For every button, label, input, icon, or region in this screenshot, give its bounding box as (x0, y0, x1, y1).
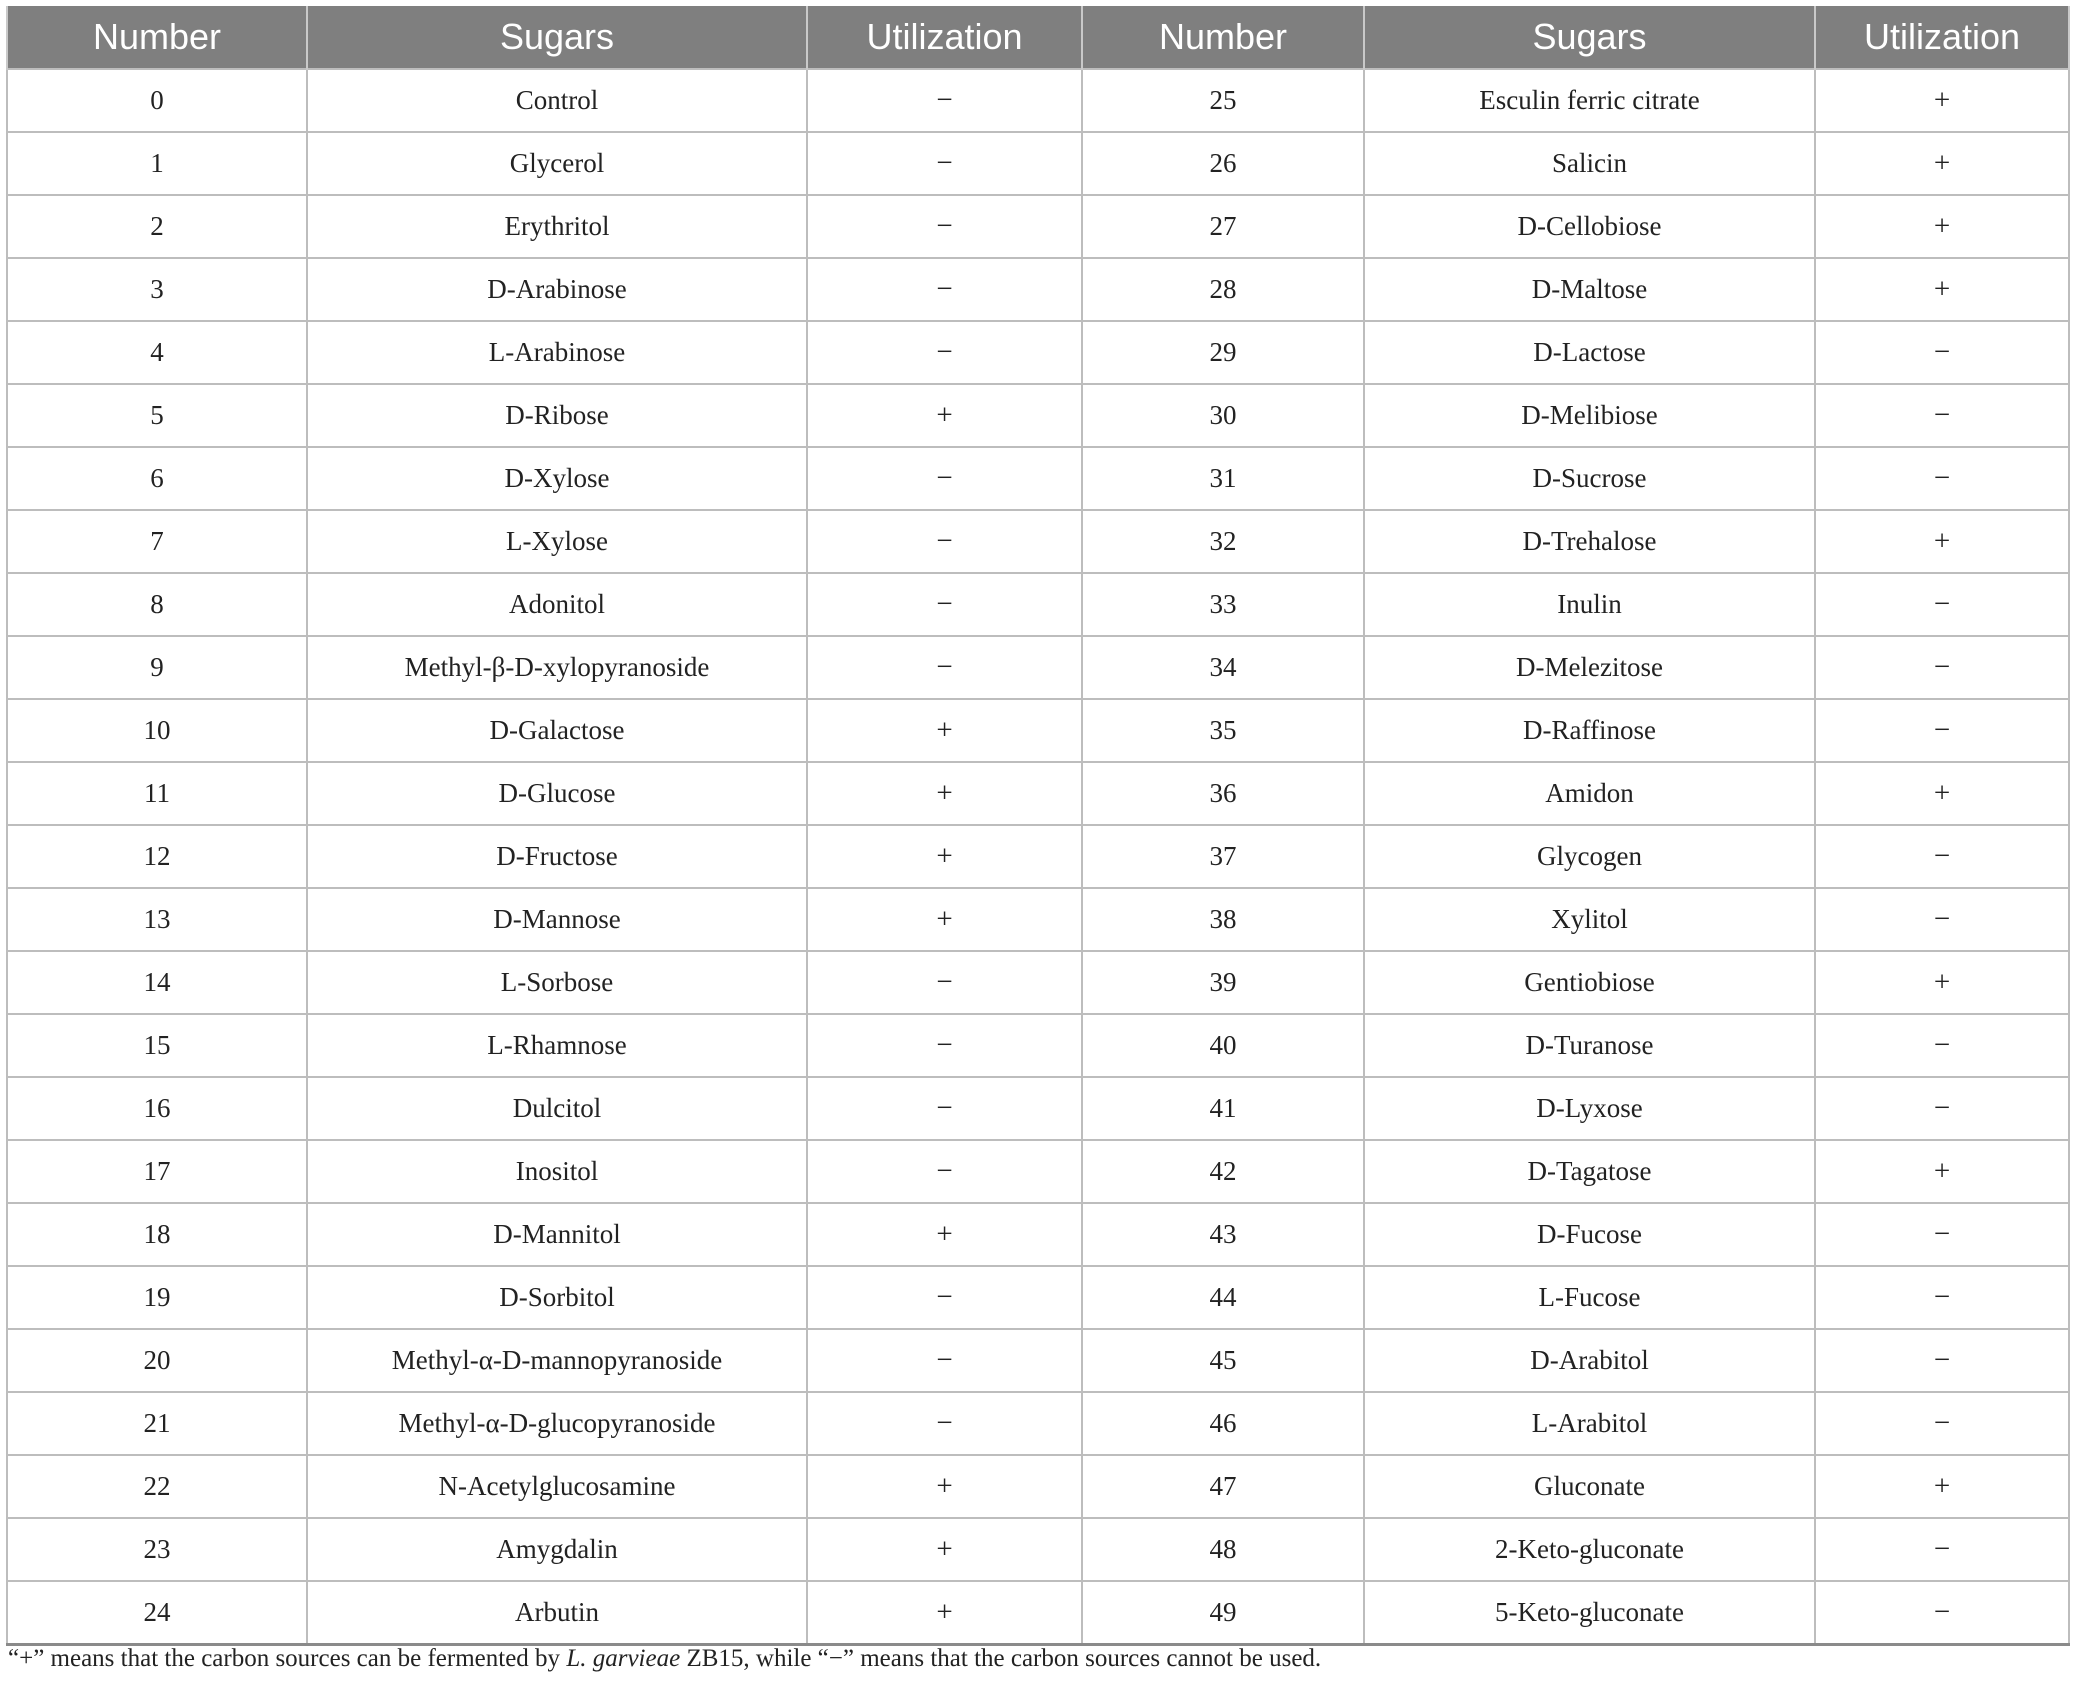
sugar-cell: D-Sucrose (1364, 447, 1815, 510)
number-cell: 37 (1082, 825, 1364, 888)
utilization-cell: + (1815, 1455, 2069, 1518)
utilization-cell: + (807, 1581, 1082, 1645)
table-row (7, 888, 2069, 951)
sugar-cell: Esculin ferric citrate (1364, 69, 1815, 132)
table-row (7, 825, 2069, 888)
header-number-2: Number (1082, 6, 1364, 69)
utilization-cell: + (807, 1518, 1082, 1581)
number-cell: 34 (1082, 636, 1364, 699)
table-row (7, 321, 2069, 384)
utilization-cell: − (807, 1077, 1082, 1140)
table-row (7, 762, 2069, 825)
sugar-cell: D-Arabitol (1364, 1329, 1815, 1392)
number-cell: 0 (7, 69, 307, 132)
table-row (7, 1455, 2069, 1518)
number-cell: 10 (7, 699, 307, 762)
sugar-cell: Glycerol (307, 132, 807, 195)
sugar-cell: Arbutin (307, 1581, 807, 1645)
sugar-cell: L-Sorbose (307, 951, 807, 1014)
number-cell: 43 (1082, 1203, 1364, 1266)
table-footnote (8, 1645, 2058, 1673)
number-cell: 15 (7, 1014, 307, 1077)
number-cell: 46 (1082, 1392, 1364, 1455)
sugar-cell: D-Mannitol (307, 1203, 807, 1266)
sugar-cell: Methyl-β-D-xylopyranoside (307, 636, 807, 699)
footnote-species: L. garvieae (566, 1645, 681, 1672)
utilization-cell: − (807, 195, 1082, 258)
number-cell: 1 (7, 132, 307, 195)
utilization-cell: − (1815, 1518, 2069, 1581)
number-cell: 16 (7, 1077, 307, 1140)
number-cell: 47 (1082, 1455, 1364, 1518)
footnote-text-2: ZB15, while “−” means that the carbon sources cannot be used. (680, 1645, 1322, 1672)
sugar-cell: D-Melezitose (1364, 636, 1815, 699)
table-row (7, 1140, 2069, 1203)
sugar-cell: D-Turanose (1364, 1014, 1815, 1077)
sugar-cell: L-Arabinose (307, 321, 807, 384)
sugar-cell: D-Tagatose (1364, 1140, 1815, 1203)
sugar-cell: L-Arabitol (1364, 1392, 1815, 1455)
table-row (7, 1014, 2069, 1077)
utilization-cell: − (1815, 1392, 2069, 1455)
sugar-cell: 5-Keto-gluconate (1364, 1581, 1815, 1645)
table-header (7, 6, 2069, 69)
header-number: Number (7, 6, 307, 69)
table-row (7, 1203, 2069, 1266)
table-row (7, 132, 2069, 195)
sugar-cell: D-Cellobiose (1364, 195, 1815, 258)
utilization-cell: + (807, 888, 1082, 951)
sugar-cell: Gentiobiose (1364, 951, 1815, 1014)
number-cell: 32 (1082, 510, 1364, 573)
sugar-cell: N-Acetylglucosamine (307, 1455, 807, 1518)
table-row (7, 1266, 2069, 1329)
number-cell: 35 (1082, 699, 1364, 762)
sugar-cell: D-Trehalose (1364, 510, 1815, 573)
number-cell: 41 (1082, 1077, 1364, 1140)
utilization-cell: + (807, 384, 1082, 447)
number-cell: 48 (1082, 1518, 1364, 1581)
number-cell: 13 (7, 888, 307, 951)
sugar-cell: D-Arabinose (307, 258, 807, 321)
utilization-cell: − (1815, 699, 2069, 762)
utilization-cell: − (1815, 636, 2069, 699)
utilization-cell: − (1815, 825, 2069, 888)
table-row (7, 69, 2069, 132)
table-row (7, 384, 2069, 447)
number-cell: 39 (1082, 951, 1364, 1014)
utilization-cell: − (807, 951, 1082, 1014)
utilization-cell: + (1815, 1140, 2069, 1203)
sugar-cell: Inositol (307, 1140, 807, 1203)
sugar-cell: Amidon (1364, 762, 1815, 825)
number-cell: 20 (7, 1329, 307, 1392)
sugar-cell: 2-Keto-gluconate (1364, 1518, 1815, 1581)
number-cell: 30 (1082, 384, 1364, 447)
utilization-cell: − (807, 1266, 1082, 1329)
number-cell: 24 (7, 1581, 307, 1645)
header-sugars: Sugars (307, 6, 807, 69)
sugar-cell: Adonitol (307, 573, 807, 636)
number-cell: 3 (7, 258, 307, 321)
utilization-cell: − (807, 636, 1082, 699)
number-cell: 9 (7, 636, 307, 699)
header-sugars-2: Sugars (1364, 6, 1815, 69)
sugar-cell: D-Fucose (1364, 1203, 1815, 1266)
number-cell: 7 (7, 510, 307, 573)
utilization-cell: + (807, 699, 1082, 762)
utilization-cell: + (1815, 951, 2069, 1014)
sugar-cell: D-Xylose (307, 447, 807, 510)
table-row (7, 699, 2069, 762)
number-cell: 4 (7, 321, 307, 384)
number-cell: 23 (7, 1518, 307, 1581)
number-cell: 45 (1082, 1329, 1364, 1392)
utilization-cell: + (807, 762, 1082, 825)
sugar-cell: Dulcitol (307, 1077, 807, 1140)
utilization-cell: − (1815, 1077, 2069, 1140)
sugar-cell: Erythritol (307, 195, 807, 258)
number-cell: 22 (7, 1455, 307, 1518)
table-row (7, 1329, 2069, 1392)
sugar-cell: D-Raffinose (1364, 699, 1815, 762)
table-row (7, 1077, 2069, 1140)
utilization-cell: − (1815, 447, 2069, 510)
sugar-cell: D-Mannose (307, 888, 807, 951)
number-cell: 2 (7, 195, 307, 258)
number-cell: 19 (7, 1266, 307, 1329)
utilization-cell: + (1815, 762, 2069, 825)
sugar-cell: Salicin (1364, 132, 1815, 195)
utilization-cell: − (1815, 1329, 2069, 1392)
sugar-cell: D-Sorbitol (307, 1266, 807, 1329)
table-row (7, 510, 2069, 573)
number-cell: 25 (1082, 69, 1364, 132)
number-cell: 49 (1082, 1581, 1364, 1645)
sugar-cell: D-Ribose (307, 384, 807, 447)
utilization-cell: + (807, 1455, 1082, 1518)
utilization-cell: + (807, 825, 1082, 888)
sugar-cell: L-Rhamnose (307, 1014, 807, 1077)
utilization-cell: − (807, 1140, 1082, 1203)
table-row (7, 1581, 2069, 1645)
sugar-cell: Glycogen (1364, 825, 1815, 888)
utilization-cell: − (807, 1392, 1082, 1455)
sugar-cell: D-Lactose (1364, 321, 1815, 384)
header-row (7, 6, 2069, 69)
number-cell: 21 (7, 1392, 307, 1455)
utilization-cell: − (1815, 1203, 2069, 1266)
number-cell: 6 (7, 447, 307, 510)
table-row (7, 1518, 2069, 1581)
number-cell: 29 (1082, 321, 1364, 384)
utilization-cell: − (1815, 384, 2069, 447)
table-row (7, 195, 2069, 258)
sugar-cell: Methyl-α-D-mannopyranoside (307, 1329, 807, 1392)
number-cell: 40 (1082, 1014, 1364, 1077)
sugar-cell: Control (307, 69, 807, 132)
utilization-cell: − (1815, 1581, 2069, 1645)
number-cell: 17 (7, 1140, 307, 1203)
utilization-cell: − (807, 573, 1082, 636)
utilization-cell: − (1815, 888, 2069, 951)
number-cell: 27 (1082, 195, 1364, 258)
utilization-cell: − (807, 1014, 1082, 1077)
utilization-cell: − (807, 132, 1082, 195)
number-cell: 26 (1082, 132, 1364, 195)
utilization-cell: − (807, 447, 1082, 510)
sugar-cell: D-Glucose (307, 762, 807, 825)
footnote-text-1: “+” means that the carbon sources can be fermented by (8, 1645, 567, 1672)
table-body (7, 69, 2069, 1645)
number-cell: 5 (7, 384, 307, 447)
table-row (7, 636, 2069, 699)
utilization-cell: − (807, 1329, 1082, 1392)
utilization-cell: − (1815, 573, 2069, 636)
table-row (7, 951, 2069, 1014)
table-row (7, 1392, 2069, 1455)
number-cell: 12 (7, 825, 307, 888)
sugar-cell: L-Xylose (307, 510, 807, 573)
utilization-cell: + (1815, 258, 2069, 321)
sugar-cell: Gluconate (1364, 1455, 1815, 1518)
utilization-cell: − (807, 69, 1082, 132)
number-cell: 8 (7, 573, 307, 636)
utilization-cell: + (1815, 195, 2069, 258)
utilization-cell: + (1815, 510, 2069, 573)
sugar-cell: L-Fucose (1364, 1266, 1815, 1329)
sugar-cell: D-Lyxose (1364, 1077, 1815, 1140)
sugar-utilization-table (6, 6, 2070, 1646)
number-cell: 18 (7, 1203, 307, 1266)
sugar-cell: D-Galactose (307, 699, 807, 762)
utilization-cell: − (807, 258, 1082, 321)
number-cell: 42 (1082, 1140, 1364, 1203)
sugar-cell: Amygdalin (307, 1518, 807, 1581)
utilization-cell: − (807, 321, 1082, 384)
utilization-cell: − (1815, 1266, 2069, 1329)
header-utilization: Utilization (807, 6, 1082, 69)
number-cell: 31 (1082, 447, 1364, 510)
utilization-cell: + (1815, 69, 2069, 132)
number-cell: 36 (1082, 762, 1364, 825)
header-utilization-2: Utilization (1815, 6, 2069, 69)
sugar-cell: Xylitol (1364, 888, 1815, 951)
table-row (7, 447, 2069, 510)
sugar-cell: Methyl-α-D-glucopyranoside (307, 1392, 807, 1455)
sugar-cell: D-Maltose (1364, 258, 1815, 321)
number-cell: 14 (7, 951, 307, 1014)
utilization-cell: − (1815, 1014, 2069, 1077)
sugar-cell: D-Fructose (307, 825, 807, 888)
utilization-cell: + (1815, 132, 2069, 195)
table-row (7, 573, 2069, 636)
sugar-cell: D-Melibiose (1364, 384, 1815, 447)
number-cell: 33 (1082, 573, 1364, 636)
utilization-cell: − (1815, 321, 2069, 384)
number-cell: 44 (1082, 1266, 1364, 1329)
number-cell: 38 (1082, 888, 1364, 951)
table-row (7, 258, 2069, 321)
utilization-cell: + (807, 1203, 1082, 1266)
utilization-cell: − (807, 510, 1082, 573)
number-cell: 11 (7, 762, 307, 825)
sugar-cell: Inulin (1364, 573, 1815, 636)
number-cell: 28 (1082, 258, 1364, 321)
